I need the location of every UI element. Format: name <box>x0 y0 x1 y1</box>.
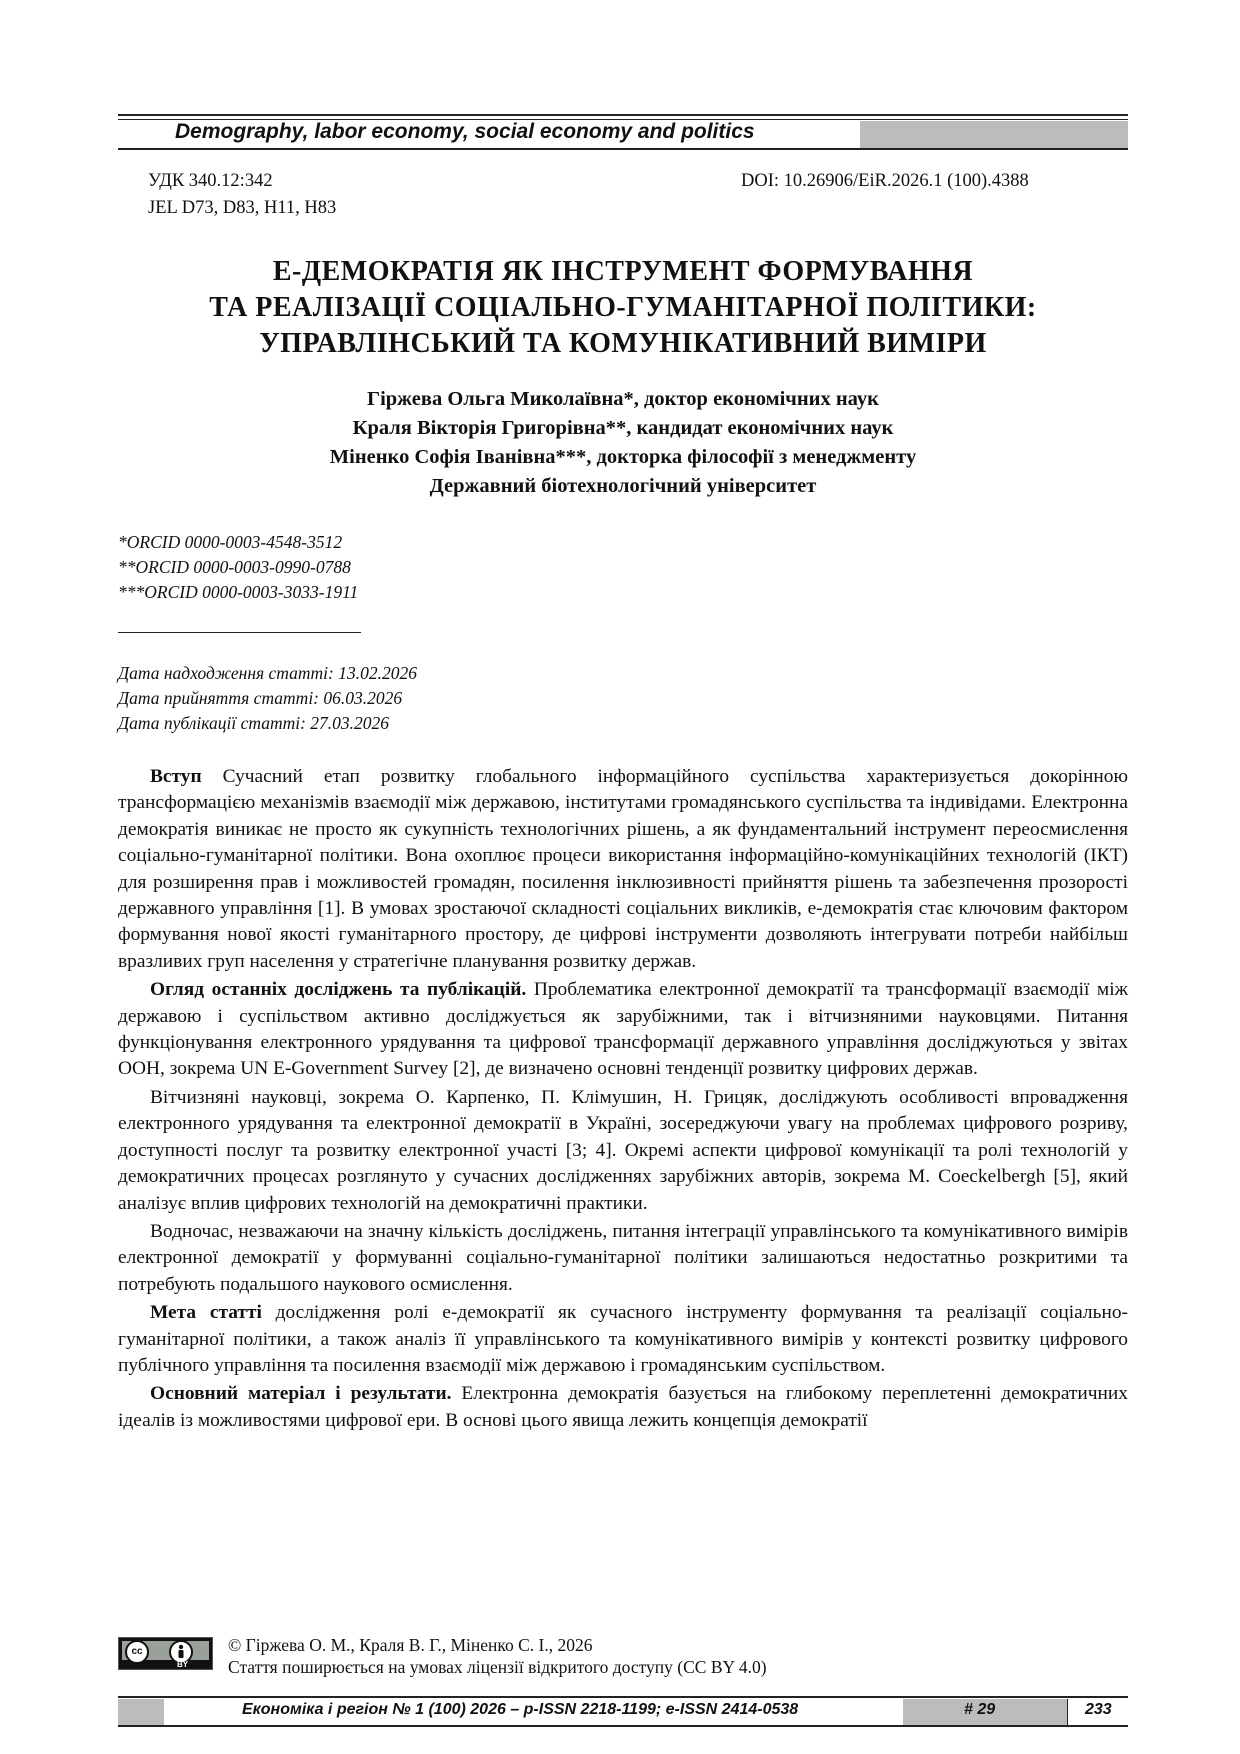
paragraph <box>118 1300 1128 1379</box>
copyright-line: © Гіржева О. М., Краля В. Г., Міненко С. І., 2026 <box>228 1635 593 1655</box>
footer-divider <box>1067 1699 1068 1725</box>
orcid-item: **ORCID 0000-0003-0990-0788 <box>118 557 351 577</box>
journal-info: Економіка і регіон № 1 (100) 2026 – p-ISSN 2218-1199; e-ISSN 2414-0538 <box>242 1701 799 1718</box>
udc-code: УДК 340.12:342 <box>148 171 273 191</box>
date-accepted: Дата прийняття статті: 06.03.2026 <box>118 688 403 708</box>
paragraph <box>118 764 1128 975</box>
footer-rule-top <box>118 1696 1128 1698</box>
paragraph-text: Водночас, незважаючи на значну кількість досліджень, питання інтеграції управлінського та комунікативного вимірів електронної демократії у формуванні соціально-гуманітарної політики залишаються недостатньо розкритими та потребують подальшого наукового осмислення. <box>118 1220 1128 1295</box>
paragraph <box>118 1219 1128 1298</box>
footer-grey-left <box>118 1699 164 1725</box>
issue-number: # 29 <box>964 1701 996 1718</box>
footer-rule-bottom <box>118 1725 1128 1727</box>
cc-by-label: BY <box>177 1660 189 1669</box>
separator-line <box>118 632 361 633</box>
cc-icon: cc <box>125 1640 149 1664</box>
doi: DOI: 10.26906/EiR.2026.1 (100).4388 <box>741 171 1029 191</box>
jel-codes: JEL D73, D83, H11, H83 <box>148 198 337 218</box>
paragraph <box>118 977 1128 1083</box>
section-heading: Demography, labor economy, social economy and politics <box>175 120 755 143</box>
header-rule-bottom <box>118 148 1128 150</box>
paragraph-lead: Мета статті <box>150 1302 262 1324</box>
article-title <box>118 254 1128 362</box>
page-number: 233 <box>1085 1701 1112 1718</box>
author-line: Гіржева Ольга Миколаївна*, доктор економічних наук <box>367 388 879 410</box>
paragraph-text: Сучасний етап розвитку глобального інформаційного суспільства характеризується докорінною трансформацією механізмів взаємодії між державою, інститутами громадянського суспільства та індивідами. Електронна демократія виникає не просто як сукупність технологічних рішень, а як фундаментальний інструмент переосмислення соціально-гуманітарної політики. Вона охоплює процеси використання інформаційно-комунікаційних технологій (ІКТ) для розширення прав і можливостей громадян, посилення інклюзивності прийняття рішень та забезпечення прозорості державного управління [1]. В умовах зростаючої складності соціальних викликів, е-демократія стає ключовим фактором формування нової якості гуманітарного простору, де цифрові інструменти дозволяють інтегрувати потреби найбільш вразливих груп населення у стратегічне планування розвитку держав. <box>118 766 1128 972</box>
author-line: Міненко Софія Іванівна***, докторка філософії з менеджменту <box>329 446 917 468</box>
paragraph <box>118 1085 1128 1217</box>
date-published: Дата публікації статті: 27.03.2026 <box>118 713 390 733</box>
date-received: Дата надходження статті: 13.02.2026 <box>118 663 417 683</box>
paragraph-lead: Основний матеріал і результати. <box>150 1383 452 1405</box>
paragraph-text: дослідження ролі е-демократії як сучасного інструменту формування та реалізації соціально-гуманітарної політики, а також аналіз її управлінського та комунікативного вимірів у контексті розвитку цифрового публічного управління та посилення взаємодії між державою і громадянським суспільством. <box>118 1302 1128 1376</box>
paragraph-lead: Огляд останніх досліджень та публікацій. <box>150 979 527 1001</box>
header-grey-block <box>860 121 1128 148</box>
author-block <box>118 385 1128 501</box>
orcid-item: ***ORCID 0000-0003-3033-1911 <box>118 582 359 602</box>
article-body <box>118 764 1128 1436</box>
cc-license-icon <box>118 1637 213 1670</box>
paragraph <box>118 1381 1128 1434</box>
affiliation: Державний біотехнологічний університет <box>429 475 817 497</box>
license-note <box>228 1634 767 1678</box>
paragraph-text: Вітчизняні науковці, зокрема О. Карпенко, П. Клімушин, Н. Грицяк, досліджують особливості впровадження електронного урядування та електронної демократії в Україні, зосереджуючи увагу на проблемах цифрового розриву, доступності послуг та розвитку електронної участі [3; 4]. Окремі аспекти цифрової комунікації та ролі технологій у демократичних процесах розглянуто у сучасних дослідженнях зарубіжних авторів, зокрема M. Coeckelbergh [5], який аналізує вплив цифрових технологій на демократичні практики. <box>118 1086 1128 1214</box>
license-terms: Стаття поширюється на умовах ліцензії відкритого доступу (CC BY 4.0) <box>228 1657 767 1677</box>
person-glyph <box>171 1642 191 1662</box>
title-line: Е-ДЕМОКРАТІЯ ЯК ІНСТРУМЕНТ ФОРМУВАННЯ <box>272 256 974 287</box>
article-dates <box>118 661 417 736</box>
title-line: УПРАВЛІНСЬКИЙ ТА КОМУНІКАТИВНИЙ ВИМІРИ <box>259 328 987 359</box>
author-line: Краля Вікторія Григорівна**, кандидат економічних наук <box>352 417 894 439</box>
orcid-item: *ORCID 0000-0003-4548-3512 <box>118 532 343 552</box>
title-line: ТА РЕАЛІЗАЦІЇ СОЦІАЛЬНО-ГУМАНІТАРНОЇ ПОЛІТИКИ: <box>209 292 1037 323</box>
paragraph-text: Проблематика електронної демократії та трансформації взаємодії між державою і суспільством активно досліджується як зарубіжними, так і вітчизняними науковцями. Питання функціонування електронного урядування та цифрової трансформації державного управління досліджуються у звітах ООН, зокрема UN E-Government Survey [2], де визначено основні тенденції розвитку цифрових держав. <box>118 979 1128 1080</box>
header-rule-top <box>118 114 1128 116</box>
paragraph-text: Електронна демократія базується на глибокому переплетенні демократичних ідеалів із можливостями цифрової ери. В основі цього явища лежить концепція демократії <box>118 1383 1128 1431</box>
orcid-list <box>118 530 358 605</box>
paragraph-lead: Вступ <box>150 766 202 787</box>
